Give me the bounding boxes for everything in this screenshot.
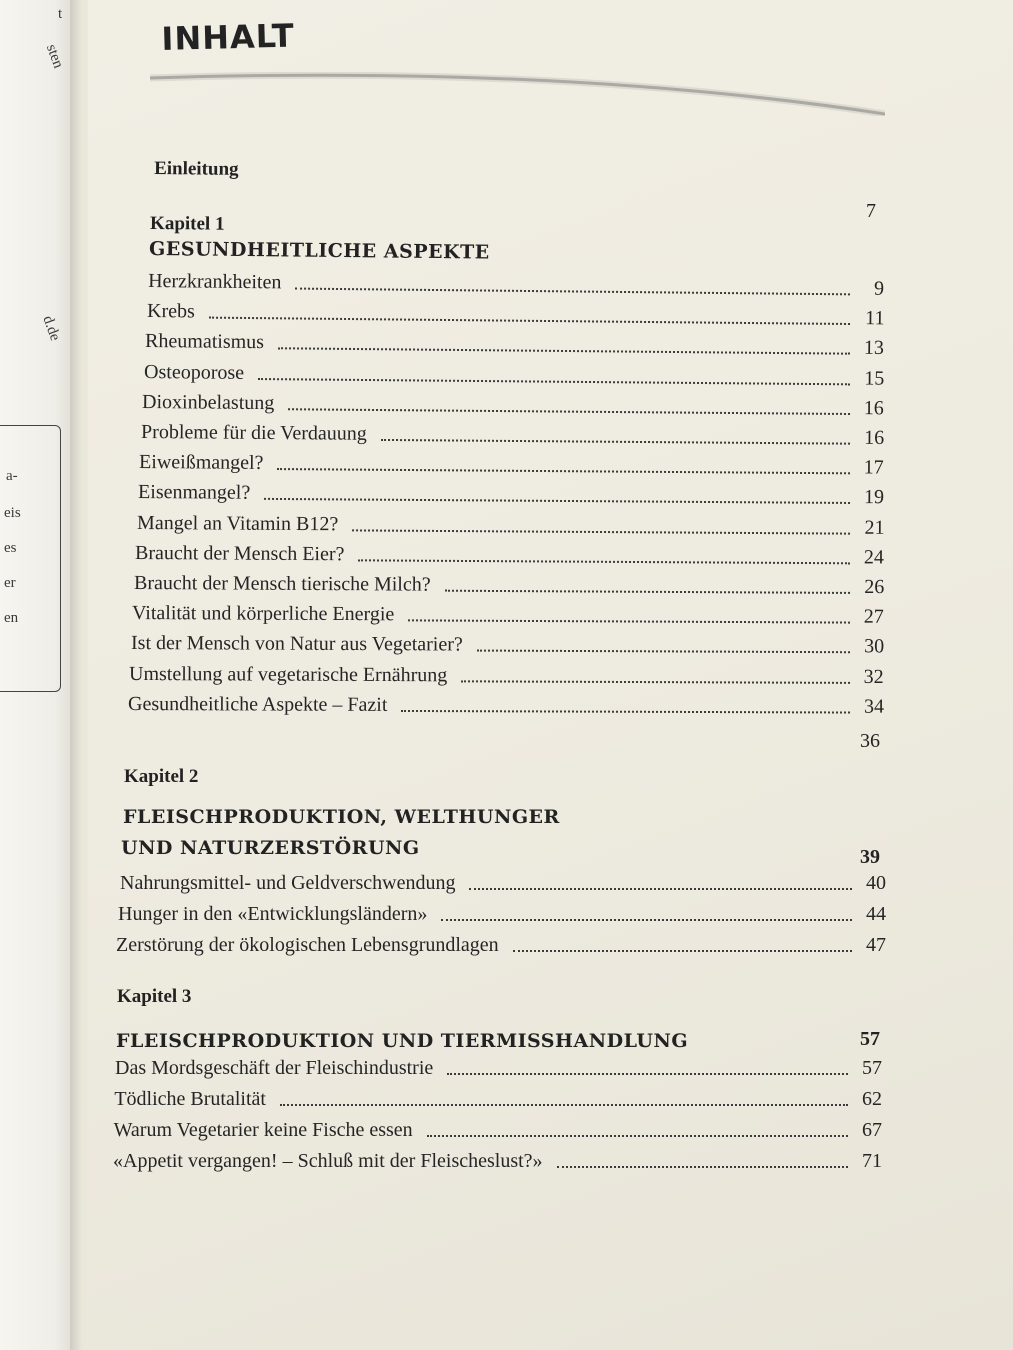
- toc-entry-page: 71: [862, 1150, 882, 1172]
- toc-entry: [139, 451, 884, 480]
- toc-entry-page: 16: [863, 426, 885, 449]
- toc-entry-page: 11: [864, 307, 885, 330]
- toc-entry: [120, 872, 886, 895]
- toc-entry-label: Braucht der Mensch Eier?: [135, 541, 345, 566]
- dot-leader: [409, 620, 850, 624]
- toc-entry: [128, 693, 884, 719]
- toc-entry: [134, 572, 884, 599]
- dot-leader: [289, 408, 850, 415]
- toc-entry: [145, 330, 884, 360]
- chapter-2-heading-page: 39: [860, 846, 880, 868]
- toc-entry-label: Warum Vegetarier keine Fische essen: [113, 1119, 413, 1141]
- prev-page-fragment: er: [4, 575, 16, 591]
- dot-leader: [359, 559, 850, 564]
- chapter-2-heading-line-2: UND NATURZERSTÖRUNG: [121, 837, 420, 859]
- toc-entry-label: Hunger in den «Entwicklungsländern»: [118, 903, 428, 925]
- dot-leader: [513, 950, 852, 952]
- toc-entry: [114, 1088, 882, 1111]
- toc-entry-page: 15: [863, 367, 885, 390]
- toc-entry: [129, 663, 884, 689]
- toc-entry-page: 9: [873, 277, 885, 300]
- dot-leader: [278, 348, 850, 355]
- dot-leader: [264, 498, 850, 504]
- toc-entry-page: 26: [863, 576, 885, 599]
- toc-entry-label: Zerstörung der ökologischen Lebensgrundlagen: [116, 934, 499, 956]
- toc-entry-page: 13: [863, 337, 885, 360]
- toc-entry-label: Osteoporose: [143, 360, 244, 384]
- prev-page-fragment: d.de: [39, 313, 64, 344]
- toc-entry: [132, 602, 884, 629]
- dot-leader: [401, 710, 850, 714]
- toc-entry-page: 24: [863, 546, 885, 569]
- dot-leader: [427, 1135, 848, 1137]
- toc-entry-label: Nahrungsmittel- und Geldverschwendung: [120, 872, 456, 894]
- chapter-1-heading: GESUNDHEITLICHE ASPEKTE: [149, 238, 490, 264]
- toc-entry: [116, 934, 886, 957]
- toc-entry-page: 34: [863, 695, 885, 718]
- toc-entry-label: «Appetit vergangen! – Schluß mit der Fleischeslust?»: [113, 1150, 543, 1172]
- chapter-2-label: Kapitel 2: [124, 766, 199, 787]
- prev-page-fragment: eis: [4, 505, 21, 521]
- toc-entry: [144, 361, 884, 391]
- chapter-1-label: Kapitel 1: [150, 213, 225, 235]
- toc-entry: [118, 903, 886, 926]
- toc-entry-page: 30: [863, 635, 885, 658]
- toc-entry-label: Gesundheitliche Aspekte – Fazit: [128, 692, 388, 716]
- einleitung-label: Einleitung: [154, 158, 239, 180]
- dot-leader: [557, 1166, 848, 1168]
- toc-entry-label: Probleme für die Verdauung: [140, 421, 367, 445]
- einleitung-page: 7: [866, 200, 876, 222]
- chapter-3-heading: FLEISCHPRODUKTION UND TIERMISSHANDLUNG: [116, 1030, 689, 1052]
- toc-entry-label: Das Mordsgeschäft der Fleischindustrie: [115, 1057, 434, 1079]
- dot-leader: [444, 590, 850, 594]
- dot-leader: [469, 888, 852, 890]
- toc-entry: [138, 481, 884, 509]
- dot-leader: [258, 378, 850, 385]
- prev-page-fragment: es: [4, 540, 17, 556]
- toc-entry-label: Ist der Mensch von Natur aus Vegetarier?: [130, 632, 463, 656]
- dot-leader: [441, 919, 852, 921]
- toc-entry-label: Mangel an Vitamin B12?: [136, 511, 338, 535]
- toc-entry-page: 19: [863, 486, 885, 509]
- prev-page-fragment: en: [4, 610, 19, 626]
- toc-entry-label: Braucht der Mensch tierische Milch?: [133, 572, 431, 596]
- toc-entry-label: Vitalität und körperliche Energie: [132, 602, 395, 626]
- toc-entry-label: Rheumatismus: [145, 330, 265, 354]
- toc-entry-label: Eiweißmangel?: [139, 451, 264, 475]
- toc-entry-label: Eisenmangel?: [138, 481, 251, 505]
- toc-entry-page: 32: [863, 665, 885, 688]
- toc-entry-page: 67: [861, 1119, 882, 1141]
- toc-entry-page: 40: [866, 872, 886, 894]
- dot-leader: [381, 439, 850, 445]
- toc-entry-page: 17: [863, 456, 885, 479]
- prev-page-fragment: t: [58, 6, 63, 22]
- prev-page-fragment: sten: [42, 42, 67, 71]
- toc-entry-page: 62: [861, 1088, 882, 1110]
- dot-leader: [462, 680, 850, 684]
- toc-entry-label: Herzkrankheiten: [148, 270, 282, 294]
- toc-entry-page: 47: [866, 934, 886, 956]
- toc-entry-page: 57: [862, 1057, 882, 1079]
- toc-entry-page: 44: [866, 903, 886, 925]
- prev-page-fragment: a-: [6, 468, 18, 484]
- chapter-1-trailing-page: 36: [860, 730, 880, 752]
- dot-leader: [447, 1073, 848, 1075]
- toc-entry: [113, 1150, 882, 1173]
- chapter-3-label: Kapitel 3: [117, 986, 192, 1007]
- toc-entry: [115, 1057, 882, 1080]
- toc-entry-page: 21: [863, 516, 885, 539]
- toc-entry: [141, 421, 884, 450]
- dot-leader: [280, 1104, 848, 1106]
- dot-leader: [295, 288, 850, 296]
- page-title: INHALT: [161, 16, 296, 58]
- dot-leader: [278, 468, 850, 474]
- toc-entry-label: Krebs: [146, 300, 195, 323]
- dot-leader: [208, 317, 850, 325]
- chapter-2-heading-line-1: FLEISCHPRODUKTION, WELTHUNGER: [123, 806, 560, 828]
- dot-leader: [477, 650, 850, 654]
- toc-entry: [147, 300, 885, 330]
- toc-entry: [148, 270, 884, 301]
- toc-entry: [135, 542, 884, 569]
- toc-entry-label: Dioxinbelastung: [142, 390, 275, 414]
- toc-entry: [137, 512, 885, 540]
- toc-entry: [131, 632, 884, 658]
- chapter-3-heading-page: 57: [860, 1028, 880, 1050]
- toc-entry: [142, 391, 884, 420]
- toc-entry-page: 27: [863, 605, 885, 628]
- toc-entry-label: Umstellung auf vegetarische Ernährung: [129, 662, 448, 686]
- toc-entry-label: Tödliche Brutalität: [114, 1088, 266, 1110]
- toc-entry: [114, 1119, 882, 1142]
- toc-entry-page: 16: [863, 396, 885, 420]
- dot-leader: [352, 529, 850, 534]
